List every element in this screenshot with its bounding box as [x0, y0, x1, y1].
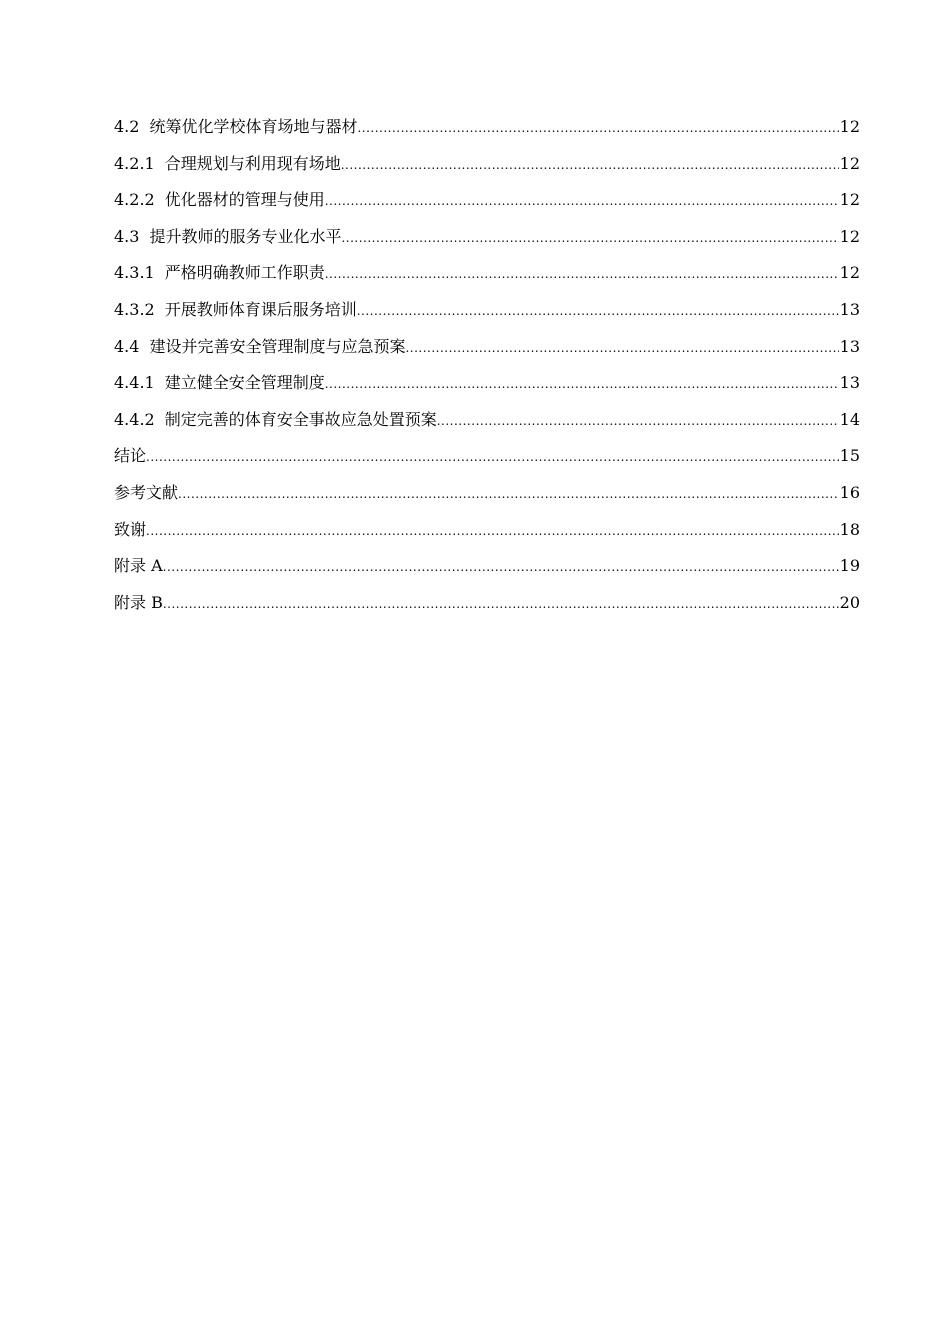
- toc-entry-text: 参考文献: [114, 482, 179, 502]
- toc-entry-title: [114, 402, 437, 439]
- toc-entry[interactable]: [114, 512, 860, 549]
- toc-entry-text: 建立健全安全管理制度: [164, 373, 325, 393]
- toc-entry-number: 4.4: [114, 336, 140, 356]
- toc-page-number: 13: [839, 336, 860, 356]
- toc-entry-text: 致谢: [114, 519, 147, 539]
- toc-page-number: 12: [839, 190, 860, 210]
- toc-entry[interactable]: [114, 292, 860, 329]
- toc-dot-leader: [357, 110, 838, 147]
- toc-dot-leader: [163, 586, 839, 623]
- toc-dot-leader: [341, 220, 838, 257]
- toc-entry[interactable]: [114, 329, 860, 366]
- toc-entry-text: 制定完善的体育安全事故应急处置预案: [164, 409, 437, 429]
- toc-entry-text: 开展教师体育课后服务培训: [164, 299, 357, 319]
- toc-entry-text: 优化器材的管理与使用: [164, 190, 325, 210]
- toc-dot-leader: [146, 513, 839, 550]
- toc-entry[interactable]: [114, 182, 860, 219]
- toc-dot-leader: [437, 403, 839, 440]
- toc-page-number: 16: [839, 482, 860, 502]
- toc-entry[interactable]: [114, 219, 860, 256]
- toc-entry[interactable]: [114, 475, 860, 512]
- toc-entry-number: 4.2: [114, 117, 140, 136]
- toc-dot-leader: [341, 147, 839, 184]
- toc-entry-number: 4.3.2: [114, 299, 155, 319]
- toc-entry-title: [114, 255, 325, 292]
- toc-entry[interactable]: [114, 146, 860, 183]
- toc-entry-text: 附录 A: [114, 556, 163, 576]
- toc-entry-number: 4.2.2: [114, 190, 155, 210]
- toc-entry-text: 合理规划与利用现有场地: [164, 153, 341, 173]
- toc-entry-title: [114, 548, 163, 585]
- toc-entry-title: [114, 292, 357, 329]
- toc-entry-text: 附录 B: [114, 592, 163, 612]
- toc-entry-number: 4.3.1: [114, 263, 155, 283]
- toc-page-number: 20: [839, 592, 860, 612]
- toc-entry-text: 严格明确教师工作职责: [164, 263, 325, 283]
- toc-entry[interactable]: [114, 109, 860, 146]
- toc-entry-title: [114, 109, 357, 146]
- toc-entry-title: [114, 329, 405, 366]
- toc-entry-title: [114, 365, 325, 402]
- toc-entry-title: [114, 512, 146, 549]
- toc-page-number: 19: [839, 556, 860, 576]
- toc-entry-text: 提升教师的服务专业化水平: [149, 226, 342, 246]
- toc-dot-leader: [178, 476, 839, 513]
- toc-page-number: 12: [839, 226, 860, 246]
- toc-entry[interactable]: [114, 548, 860, 585]
- toc-dot-leader: [163, 549, 839, 586]
- toc-entry[interactable]: [114, 402, 860, 439]
- toc-entry[interactable]: [114, 255, 860, 292]
- toc-entry-number: 4.4.1: [114, 373, 155, 393]
- toc-entry[interactable]: [114, 365, 860, 402]
- toc-page-number: 13: [839, 299, 860, 319]
- toc-entry-text: 结论: [114, 446, 147, 466]
- toc-entry-title: [114, 146, 341, 183]
- toc-dot-leader: [325, 183, 839, 220]
- toc-page-number: 12: [839, 263, 860, 283]
- toc-page-number: 15: [839, 446, 860, 466]
- toc-entry-title: [114, 475, 178, 512]
- toc-entry-text: 统筹优化学校体育场地与器材: [149, 117, 358, 136]
- toc-entry-number: 4.4.2: [114, 409, 155, 429]
- table-of-contents: [114, 109, 860, 621]
- toc-dot-leader: [405, 330, 838, 367]
- toc-entry-number: 4.2.1: [114, 153, 155, 173]
- toc-page-number: 14: [839, 409, 860, 429]
- toc-entry-text: 建设并完善安全管理制度与应急预案: [149, 336, 406, 356]
- toc-dot-leader: [146, 439, 839, 476]
- toc-dot-leader: [357, 293, 839, 330]
- toc-entry-title: [114, 182, 325, 219]
- toc-entry-title: [114, 219, 341, 256]
- toc-entry[interactable]: [114, 585, 860, 622]
- toc-dot-leader: [325, 366, 839, 403]
- toc-page-number: 12: [839, 117, 860, 136]
- toc-page-number: 12: [839, 153, 860, 173]
- toc-entry-number: 4.3: [114, 226, 140, 246]
- toc-dot-leader: [325, 256, 839, 293]
- toc-page-number: 13: [839, 373, 860, 393]
- toc-entry[interactable]: [114, 438, 860, 475]
- toc-page-number: 18: [839, 519, 860, 539]
- toc-entry-title: [114, 438, 146, 475]
- toc-entry-title: [114, 585, 163, 622]
